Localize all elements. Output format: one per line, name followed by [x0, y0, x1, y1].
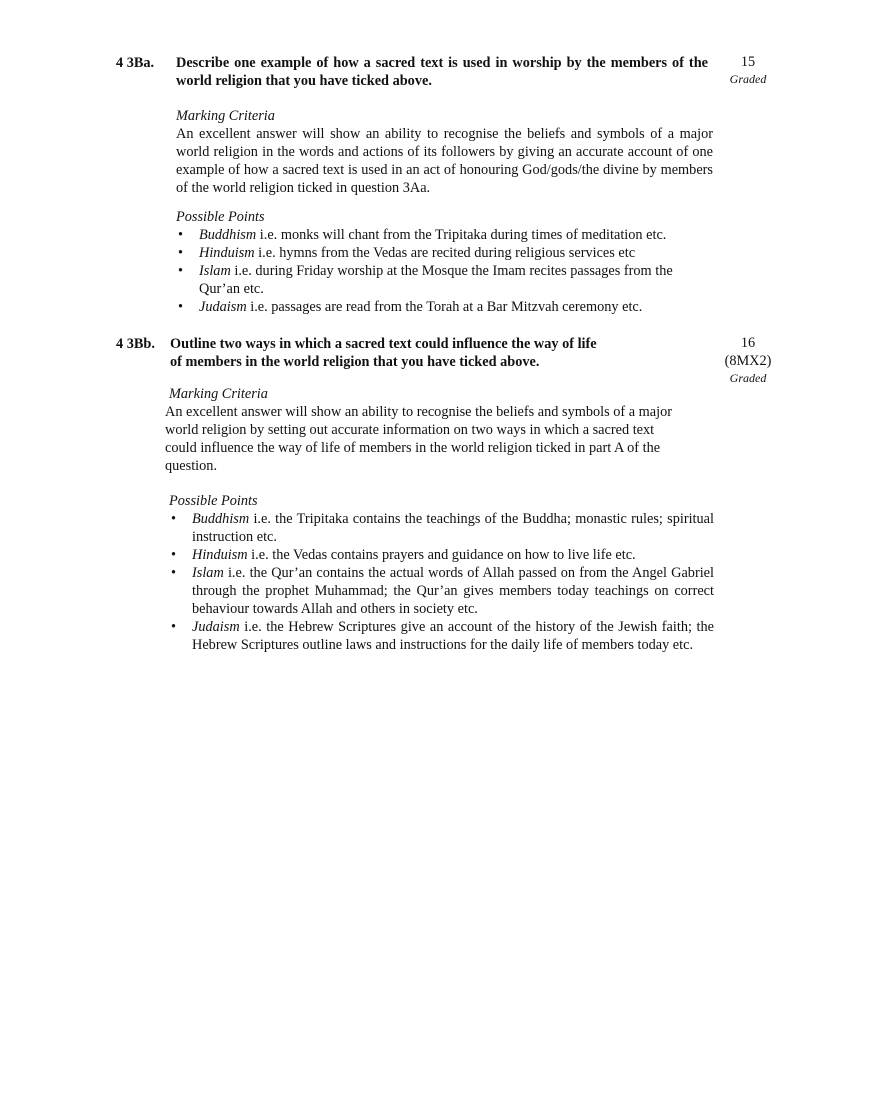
possible-points-list	[176, 226, 713, 316]
marks-value: 15	[740, 54, 756, 70]
list-item	[176, 244, 713, 262]
list-item	[169, 564, 714, 618]
question-title-line: Outline two ways in which a sacred text could influence the way of life	[170, 336, 597, 352]
point-text: i.e. the Qur’an contains the actual words of Allah passed on from the Angel Gabriel through the prophet Muhammad; the Qur’an gives members today teachings on correct behaviour towards Allah and others in society etc.	[192, 565, 714, 617]
religion-term: Judaism	[199, 299, 247, 315]
list-item	[169, 546, 714, 564]
point-text: i.e. during Friday worship at the Mosque the Imam recites passages from the Qur’an etc.	[199, 263, 673, 297]
list-item	[176, 226, 713, 244]
marking-criteria-line: question.	[165, 458, 218, 474]
marks-graded-label: Graded	[729, 72, 767, 86]
marking-criteria-heading: Marking Criteria	[176, 108, 275, 124]
possible-points-3ba	[176, 208, 713, 316]
list-item	[169, 510, 714, 546]
religion-term: Hinduism	[192, 547, 248, 563]
point-text: i.e. hymns from the Vedas are recited during religious services etc	[254, 245, 636, 261]
possible-points-list	[169, 510, 714, 654]
marks-3ba	[713, 53, 783, 87]
marking-criteria-line: could influence the way of life of members in the world religion ticked in part A of the	[165, 440, 661, 456]
question-title-3bb	[170, 335, 710, 371]
possible-points-3bb	[169, 492, 714, 654]
question-number-3ba: 4 3Ba.	[116, 55, 155, 71]
marks-3bb	[713, 334, 783, 386]
list-item	[176, 262, 713, 298]
question-number-3bb: 4 3Bb.	[116, 336, 155, 352]
marks-value: 16	[740, 335, 756, 351]
point-text: i.e. the Hebrew Scriptures give an account of the history of the Jewish faith; the Hebrew Scriptures outline laws and instructions for the daily life of members today etc.	[192, 619, 714, 653]
list-item	[176, 298, 713, 316]
religion-term: Buddhism	[199, 227, 257, 243]
question-title-line: of members in the world religion that you have ticked above.	[170, 354, 540, 370]
religion-term: Islam	[199, 263, 231, 279]
possible-points-heading: Possible Points	[169, 493, 258, 509]
question-title-3ba: Describe one example of how a sacred text is used in worship by the members of the world religion that you have ticked above.	[176, 55, 708, 89]
list-item	[169, 618, 714, 654]
marking-criteria-text: An excellent answer will show an ability to recognise the beliefs and symbols of a major world religion in the words and actions of its followers by giving an accurate account of one example of how a sacred text is used in an act of honouring God/gods/the divine by members of the world religion ticked in question 3Aa.	[176, 126, 713, 196]
religion-term: Islam	[192, 565, 224, 581]
marking-criteria-heading: Marking Criteria	[169, 386, 268, 402]
marking-criteria-line: An excellent answer will show an ability to recognise the beliefs and symbols of a major	[165, 404, 673, 420]
marks-breakdown: (8MX2)	[724, 353, 772, 369]
point-text: i.e. the Vedas contains prayers and guidance on how to live life etc.	[247, 547, 636, 563]
religion-term: Buddhism	[192, 511, 250, 527]
point-text: i.e. monks will chant from the Tripitaka during times of meditation etc.	[256, 227, 667, 243]
point-text: i.e. the Tripitaka contains the teachings of the Buddha; monastic rules; spiritual instruction etc.	[192, 511, 714, 545]
marking-criteria-line: world religion by setting out accurate information on two ways in which a sacred text	[165, 422, 655, 438]
religion-term: Judaism	[192, 619, 240, 635]
marking-criteria-3bb	[165, 385, 725, 475]
religion-term: Hinduism	[199, 245, 255, 261]
marks-graded-label: Graded	[729, 371, 767, 385]
point-text: i.e. passages are read from the Torah at a Bar Mitzvah ceremony etc.	[246, 299, 643, 315]
marking-criteria-3ba	[176, 107, 713, 197]
possible-points-heading: Possible Points	[176, 209, 265, 225]
